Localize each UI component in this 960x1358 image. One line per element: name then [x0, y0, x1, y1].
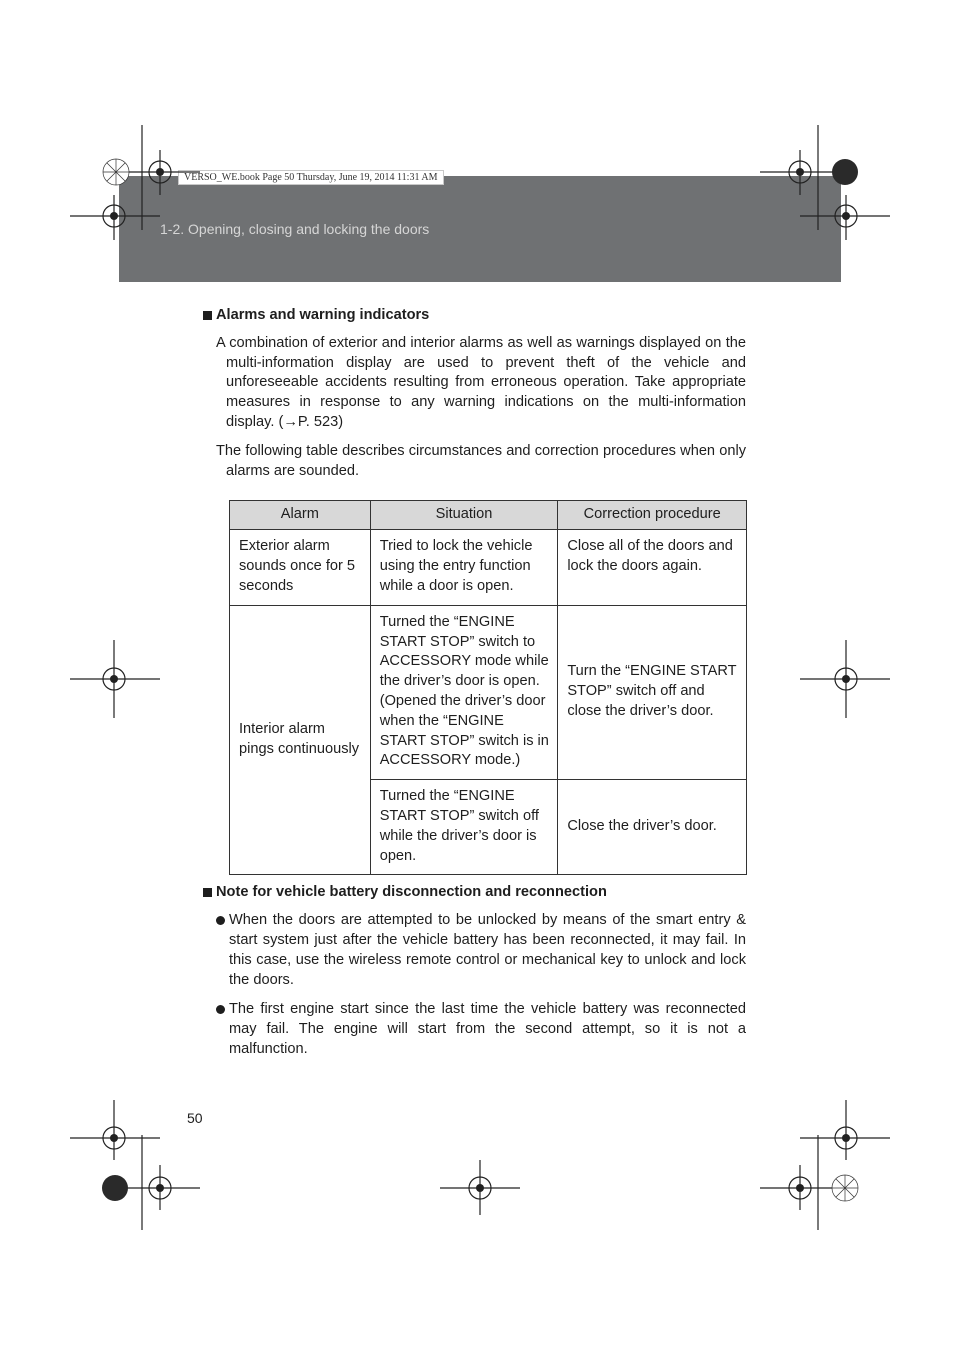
battery-heading: Note for vehicle battery disconnection and reconnection [203, 883, 746, 903]
alarms-heading: Alarms and warning indicators [203, 306, 746, 326]
square-bullet-icon [203, 888, 212, 897]
book-stamp: VERSO_WE.book Page 50 Thursday, June 19, 2014 11:31 AM [178, 170, 444, 185]
page-content [216, 306, 746, 1070]
table-cell-correction: Close all of the doors and lock the doors again. [558, 530, 747, 605]
table-header-correction: Correction procedure [558, 501, 747, 530]
table-cell-alarm: Interior alarm pings continuously [230, 605, 371, 875]
alarms-paragraph-2: The following table describes circumstances and correction procedures when only alarms are sounded. [216, 442, 746, 479]
alarms-table [229, 500, 747, 875]
table-cell-situation: Turned the “ENGINE START STOP” switch off while the driver’s door is open. [370, 780, 558, 875]
list-item: When the doors are attempted to be unlocked by means of the smart entry & start system just after the vehicle battery has been reconnected, it may fail. In this case, use the wireless remote control or mechanical key to unlock and lock the doors. [216, 911, 746, 990]
table-cell-situation: Turned the “ENGINE START STOP” switch to ACCESSORY mode while the driver’s door is open. (Opened the driver’s door when the “ENGINE START STOP” switch is in ACCESSORY mode.) [370, 605, 558, 779]
alarms-paragraph-1: A combination of exterior and interior alarms as well as warnings displayed on the multi-information display are used to prevent theft of the vehicle and unforeseeable accidents resulting from erroneous operation. Take appropriate measures in response to any warning indications on the multi-information display. (→P. 523) [216, 334, 746, 430]
table-header-situation: Situation [370, 501, 558, 530]
table-cell-correction: Close the driver’s door. [558, 780, 747, 875]
table-cell-alarm: Exterior alarm sounds once for 5 seconds [230, 530, 371, 605]
round-bullet-icon [216, 916, 225, 925]
list-item: The first engine start since the last time the vehicle battery was reconnected may fail. The engine will start from the second attempt, so it is not a malfunction. [216, 1000, 746, 1059]
table-cell-correction: Turn the “ENGINE START STOP” switch off and close the driver’s door. [558, 605, 747, 779]
table-header-alarm: Alarm [230, 501, 371, 530]
square-bullet-icon [203, 311, 212, 320]
page-number: 50 [187, 1110, 203, 1126]
section-title: 1-2. Opening, closing and locking the doors [160, 221, 430, 237]
table-row [230, 605, 747, 779]
table-header-row [230, 501, 747, 530]
table-row [230, 530, 747, 605]
round-bullet-icon [216, 1005, 225, 1014]
table-cell-situation: Tried to lock the vehicle using the entry function while a door is open. [370, 530, 558, 605]
